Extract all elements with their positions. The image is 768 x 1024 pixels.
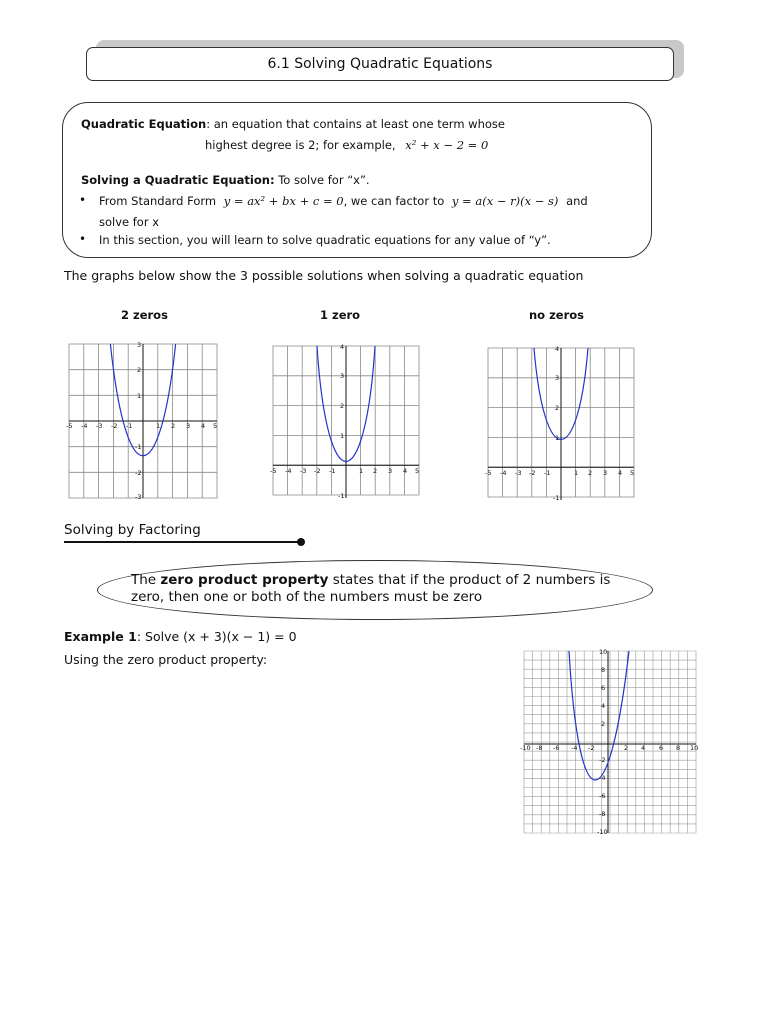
zpp-suffix: states that if the product of 2 numbers is zero, then one or both of the numbers must be zero [131,572,611,605]
x-tick: 2 [588,469,593,477]
term-text-2: highest degree is 2; for example, [205,138,396,152]
y-tick: -10 [597,828,608,836]
term-line-2 [205,138,488,152]
x-tick: -1 [329,467,336,475]
x-tick: -4 [285,467,292,475]
graph-example-1 [519,648,699,835]
page-title-box [86,47,674,81]
graph-two-zeros [68,343,218,499]
x-tick: 5 [213,422,218,430]
y-tick: 4 [555,345,560,353]
term-label: Quadratic Equation [81,117,207,131]
y-tick: 8 [601,666,606,674]
y-tick: 10 [599,648,608,656]
x-tick: 2 [624,744,629,752]
x-tick: -3 [515,469,522,477]
y-tick: 1 [340,432,345,440]
x-tick: -1 [126,422,133,430]
x-tick: -1 [544,469,551,477]
fine-grid [524,651,699,833]
x-tick: 1 [359,467,364,475]
factored-form-equation: y = a(x − r)(x − s) [451,194,559,208]
x-tick: 6 [659,744,664,752]
x-tick: 10 [690,744,699,752]
standard-form-equation: y = ax² + bx + c = 0 [223,194,344,208]
axes [69,344,217,498]
solving-text: To solve for “x”. [274,173,370,187]
section-underline [64,541,300,543]
solving-line [81,173,370,187]
x-tick: 4 [201,422,206,430]
x-tick: -10 [520,744,531,752]
graphs-intro: The graphs below show the 3 possible solutions when solving a quadratic equation [64,268,584,283]
x-tick: -3 [96,422,103,430]
y-tick: 4 [601,702,606,710]
zpp-term: zero product property [160,572,329,588]
x-tick: -4 [571,744,578,752]
example-equation: x² + x − 2 = 0 [405,138,489,152]
x-tick: -4 [500,469,507,477]
y-tick: -3 [135,493,142,501]
x-tick: 2 [373,467,378,475]
bullet-dot-1: • [79,193,87,207]
bullet-2-text: In this section, you will learn to solve quadratic equations for any value of “y”. [99,233,551,247]
page-title: 6.1 Solving Quadratic Equations [267,56,493,72]
y-tick: -4 [599,774,606,782]
y-tick: -1 [338,492,345,500]
section-heading: Solving by Factoring [64,522,201,538]
x-tick: -2 [314,467,321,475]
x-tick: 3 [388,467,393,475]
x-tick: 3 [186,422,191,430]
solving-label: Solving a Quadratic Equation: [81,173,275,187]
x-tick: 5 [630,469,635,477]
y-tick: 6 [601,684,606,692]
x-tick: 4 [641,744,646,752]
example-1-subtext: Using the zero product property: [64,652,268,667]
x-tick: -8 [536,744,543,752]
graph-title-one-zero: 1 zero [320,308,361,322]
y-tick: -6 [599,792,606,800]
graph-one-zero [272,345,420,499]
y-tick: 1 [137,392,142,400]
example-1-label: Example 1 [64,629,137,644]
bullet-1-text-c: and [566,194,588,208]
axes [488,348,634,500]
y-tick: 1 [555,434,560,442]
x-tick: -6 [553,744,560,752]
zpp-prefix: The [131,572,161,588]
example-1-text: : Solve (x + 3)(x − 1) = 0 [136,629,297,644]
bullet-1-text-d: solve for x [99,215,160,229]
y-tick: -1 [553,494,560,502]
x-tick: 5 [415,467,420,475]
x-tick: -4 [81,422,88,430]
x-tick: 1 [574,469,579,477]
x-tick: 8 [676,744,681,752]
y-tick: -2 [135,469,142,477]
bullet-1-text-a: From Standard Form [99,194,217,208]
section-underline-dot [297,538,305,546]
bullet-dot-2: • [79,232,87,246]
y-tick: 4 [340,343,345,351]
x-tick: -5 [270,467,277,475]
bullet-1-text-b: , we can factor to [343,194,445,208]
y-tick: -1 [135,443,142,451]
bullet-1-continued [99,215,159,229]
y-tick: -2 [599,756,606,764]
graph-title-two-zeros: 2 zeros [121,308,168,322]
x-tick: 1 [156,422,161,430]
y-tick: 3 [555,374,560,382]
x-tick: -5 [66,422,73,430]
bullet-1 [99,194,588,208]
y-tick: 2 [340,402,345,410]
graph-title-no-zeros: no zeros [529,308,585,322]
zero-product-statement [131,572,631,606]
term-line [81,117,505,131]
x-tick: -2 [111,422,118,430]
y-tick: 3 [137,341,142,349]
graph-no-zeros [487,347,635,501]
y-tick: 3 [340,372,345,380]
x-tick: -3 [300,467,307,475]
bullet-2 [99,233,551,247]
y-tick: 2 [601,720,606,728]
x-tick: 4 [618,469,623,477]
term-text: : an equation that contains at least one term whose [206,117,505,131]
x-tick: -5 [485,469,492,477]
axes [273,346,419,498]
example-1 [64,629,297,644]
x-tick: 3 [603,469,608,477]
definition-box [62,102,652,258]
x-tick: 4 [403,467,408,475]
x-tick: -2 [529,469,536,477]
y-tick: 2 [555,404,560,412]
x-tick: -2 [588,744,595,752]
y-tick: 2 [137,366,142,374]
y-tick: -8 [599,810,606,818]
x-tick: 2 [171,422,176,430]
